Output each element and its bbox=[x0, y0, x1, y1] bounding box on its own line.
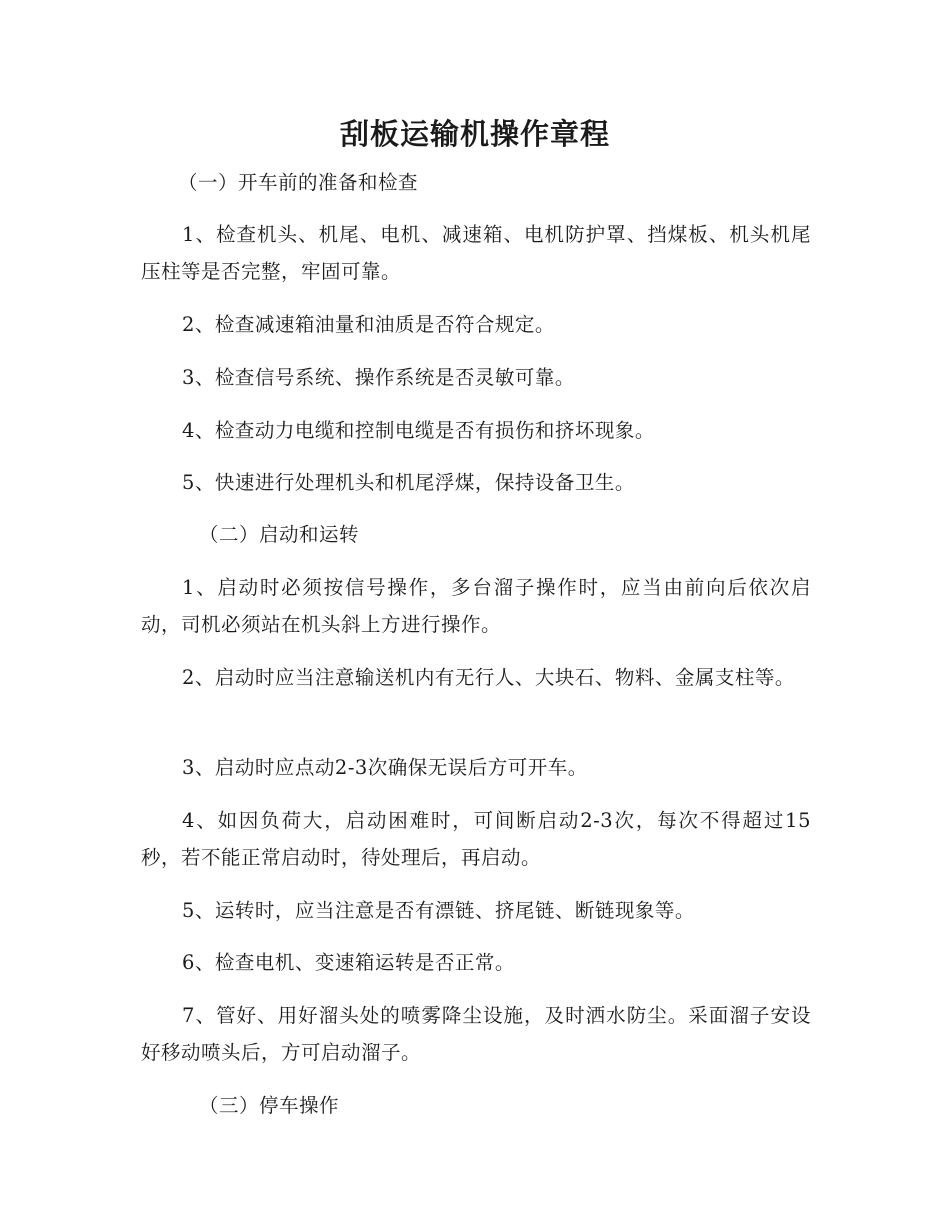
paragraph-2-3: 3、启动时应点动2-3次确保无误后方可开车。 bbox=[182, 756, 588, 779]
paragraph-2-5: 5、运转时，应当注意是否有漂链、挤尾链、断链现象等。 bbox=[182, 899, 695, 922]
paragraph-2-1: 1、启动时必须按信号操作，多台溜子操作时，应当由前向后依次启动，司机必须站在机头斜上方进行操作。 bbox=[141, 576, 811, 636]
paragraph-1-1: 1、检查机头、机尾、电机、减速箱、电机防护罩、挡煤板、机头机尾压柱等是否完整，牢固可靠。 bbox=[141, 223, 811, 283]
paragraph-1-3: 3、检查信号系统、操作系统是否灵敏可靠。 bbox=[182, 366, 575, 389]
document-title: 刮板运输机操作章程 bbox=[339, 117, 610, 151]
section-heading-1: （一）开车前的准备和检查 bbox=[178, 171, 419, 194]
section-heading-2: （二）启动和运转 bbox=[199, 523, 360, 546]
paragraph-2-6: 6、检查电机、变速箱运转是否正常。 bbox=[182, 951, 515, 974]
paragraph-1-5: 5、快速进行处理机头和机尾浮煤，保持设备卫生。 bbox=[182, 471, 635, 494]
paragraph-2-4: 4、如因负荷大，启动困难时，可间断启动2-3次，每次不得超过15秒，若不能正常启动时，待处理后，再启动。 bbox=[141, 809, 811, 869]
paragraph-2-2: 2、启动时应当注意输送机内有无行人、大块石、物料、金属支柱等。 bbox=[182, 666, 795, 689]
paragraph-2-7: 7、管好、用好溜头处的喷雾降尘设施，及时洒水防尘。采面溜子安设好移动喷头后，方可启动溜子。 bbox=[141, 1004, 811, 1064]
paragraph-1-4: 4、检查动力电缆和控制电缆是否有损伤和挤坏现象。 bbox=[182, 419, 655, 442]
section-heading-3: （三）停车操作 bbox=[199, 1094, 340, 1117]
paragraph-1-2: 2、检查减速箱油量和油质是否符合规定。 bbox=[182, 313, 555, 336]
